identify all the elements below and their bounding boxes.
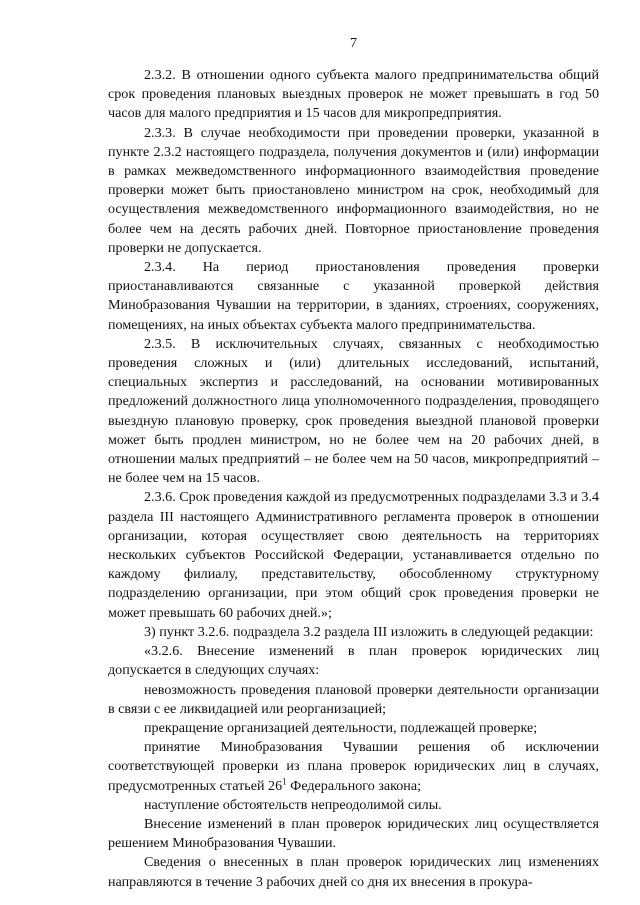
paragraph-case-force-majeure: наступление обстоятельств непреодолимой силы. — [144, 796, 442, 813]
paragraph-2-3-3: 2.3.3. В случае необходимости при проведении проверки, указанной в пункте 2.3.2 настоящего подраздела, получения документов и (или) информации в рамках межведомственного информационного взаимодействия проведение проверки может быть приостановлено министром на срок, необходимый для осуществления межведомственного информационного взаимодействия, но не более чем на десять рабочих дней. Повторное приостановление проведения проверки не допускается. — [108, 124, 599, 256]
paragraph-2-3-2: 2.3.2. В отношении одного субъекта малого предпринимательства общий срок проведения плановых выездных проверок не может превышать в год 50 часов для малого предприятия и 15 часов для микропредприятия. — [108, 67, 599, 122]
paragraph-plan-changes: Внесение изменений в план проверок юридических лиц осуществляется решением Минобразования Чувашии. — [108, 815, 599, 852]
paragraph-2-3-6: 2.3.6. Срок проведения каждой из предусмотренных подразделами 3.3 и 3.4 раздела III настоящего Административного регламента проверок в отношении организации, которая осуществляет свою деятельность на территориях нескольких субъектов Российской Федерации, устанавливается отдельно по каждому филиалу, представительству, обособленному структурному подразделению организации, при этом общий срок проведения проверки не может превышать 60 рабочих дней.»; — [108, 489, 599, 621]
page-number: 7 — [350, 36, 357, 51]
paragraph-changes-notification: Сведения о внесенных в план проверок юридических лиц изменениях направляются в течение 3 рабочих дней со дня их внесения в прокура- — [108, 854, 599, 890]
statute-superscript: 1 — [282, 775, 287, 786]
statute-text-after: Федерального закона; — [286, 777, 422, 794]
paragraph-3-2-6: «3.2.6. Внесение изменений в план проверок юридических лиц допускается в следующих случаях: — [108, 643, 599, 679]
statute-text-before: принятие Минобразования Чувашии решения об исключении соответствующей проверки из плана проверок юридических лиц в случаях, предусмотренных статьей 26 — [108, 739, 599, 794]
paragraph-2-3-4: 2.3.4. На период приостановления проведения проверки приостанавливаются связанные с указанной проверкой действия Минобразования Чувашии на территории, в зданиях, строениях, сооружениях, помещениях, на иных объектах субъекта малого предпринимательства. — [108, 259, 599, 333]
paragraph-case-termination: прекращение организацией деятельности, подлежащей проверке; — [144, 719, 538, 736]
paragraph-case-exclusion — [108, 738, 599, 796]
paragraph-2-3-5: 2.3.5. В исключительных случаях, связанных с необходимостью проведения сложных и (или) длительных исследований, испытаний, специальных экспертиз и расследований, на основании мотивированных предложений должностного лица уполномоченного подразделения, проводящего выездную плановую проверку, срок проведения выездной плановой проверки может быть продлен министром, но не более чем на 20 рабочих дней, в отношении малых предприятий – не более чем на 50 часов, микропредприятий – не более чем на 15 часов. — [108, 335, 599, 487]
paragraph-item-3: 3) пункт 3.2.6. подраздела 3.2 раздела III изложить в следующей редакции: — [144, 623, 594, 640]
paragraph-case-liquidation: невозможность проведения плановой проверки деятельности организации в связи с ее ликвидацией или реорганизацией; — [108, 681, 599, 717]
